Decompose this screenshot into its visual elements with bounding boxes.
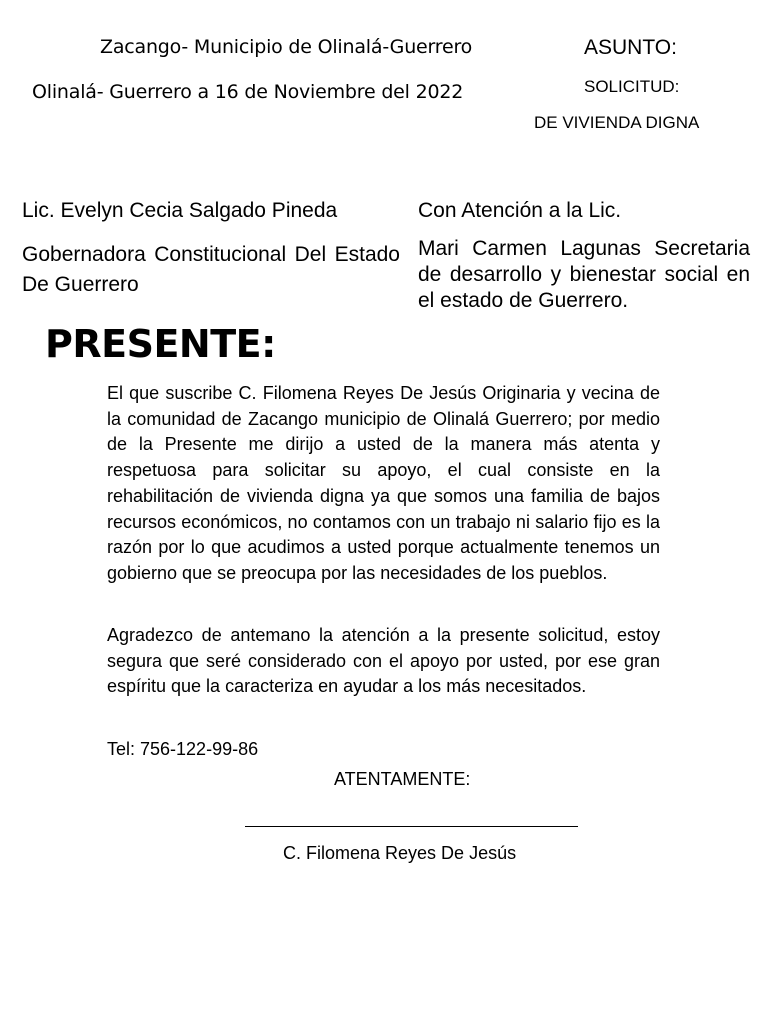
recipient-name: Lic. Evelyn Cecia Salgado Pineda: [22, 199, 338, 222]
sender-place: Zacango- Municipio de Olinalá-Guerrero: [100, 36, 473, 58]
signature-line: [245, 826, 578, 827]
subject-line-1: SOLICITUD:: [584, 77, 680, 96]
recipient-title: Gobernadora Constitucional Del Estado De Guerrero: [22, 243, 400, 296]
subject-label: ASUNTO:: [584, 36, 677, 59]
body-paragraph-1: El que suscribe C. Filomena Reyes De Jesús Originaria y vecina de la comunidad de Zacango municipio de Olinalá Guerrero; por medio de la Presente me dirijo a usted de la manera más atenta y respetuosa para solicitar su apoyo, el cual consiste en la rehabilitación de vivienda digna ya que somos una familia de bajos recursos económicos, no contamos con un trabajo ni salario fijo es la razón por lo que acudimos a usted porque actualmente tenemos un gobierno que se preocupa por las necesidades de los pueblos.: [107, 383, 660, 583]
subject-line-2: DE VIVIENDA DIGNA: [534, 113, 700, 132]
attention-line: Con Atención a la Lic.: [418, 199, 622, 222]
salutation: PRESENTE:: [45, 322, 276, 366]
closing-atentamente: ATENTAMENTE:: [334, 769, 471, 789]
telephone: Tel: 756-122-99-86: [107, 739, 259, 759]
signer-name: C. Filomena Reyes De Jesús: [283, 843, 517, 863]
body-paragraph-2: Agradezco de antemano la atención a la presente solicitud, estoy segura que seré considerado con el apoyo por usted, por ese gran espíritu que la caracteriza en ayudar a los más necesitados.: [107, 625, 660, 697]
date-line: Olinalá- Guerrero a 16 de Noviembre del 2022: [32, 81, 464, 103]
attention-body: Mari Carmen Lagunas Secretaria de desarrollo y bienestar social en el estado de Guerrero.: [418, 237, 750, 312]
